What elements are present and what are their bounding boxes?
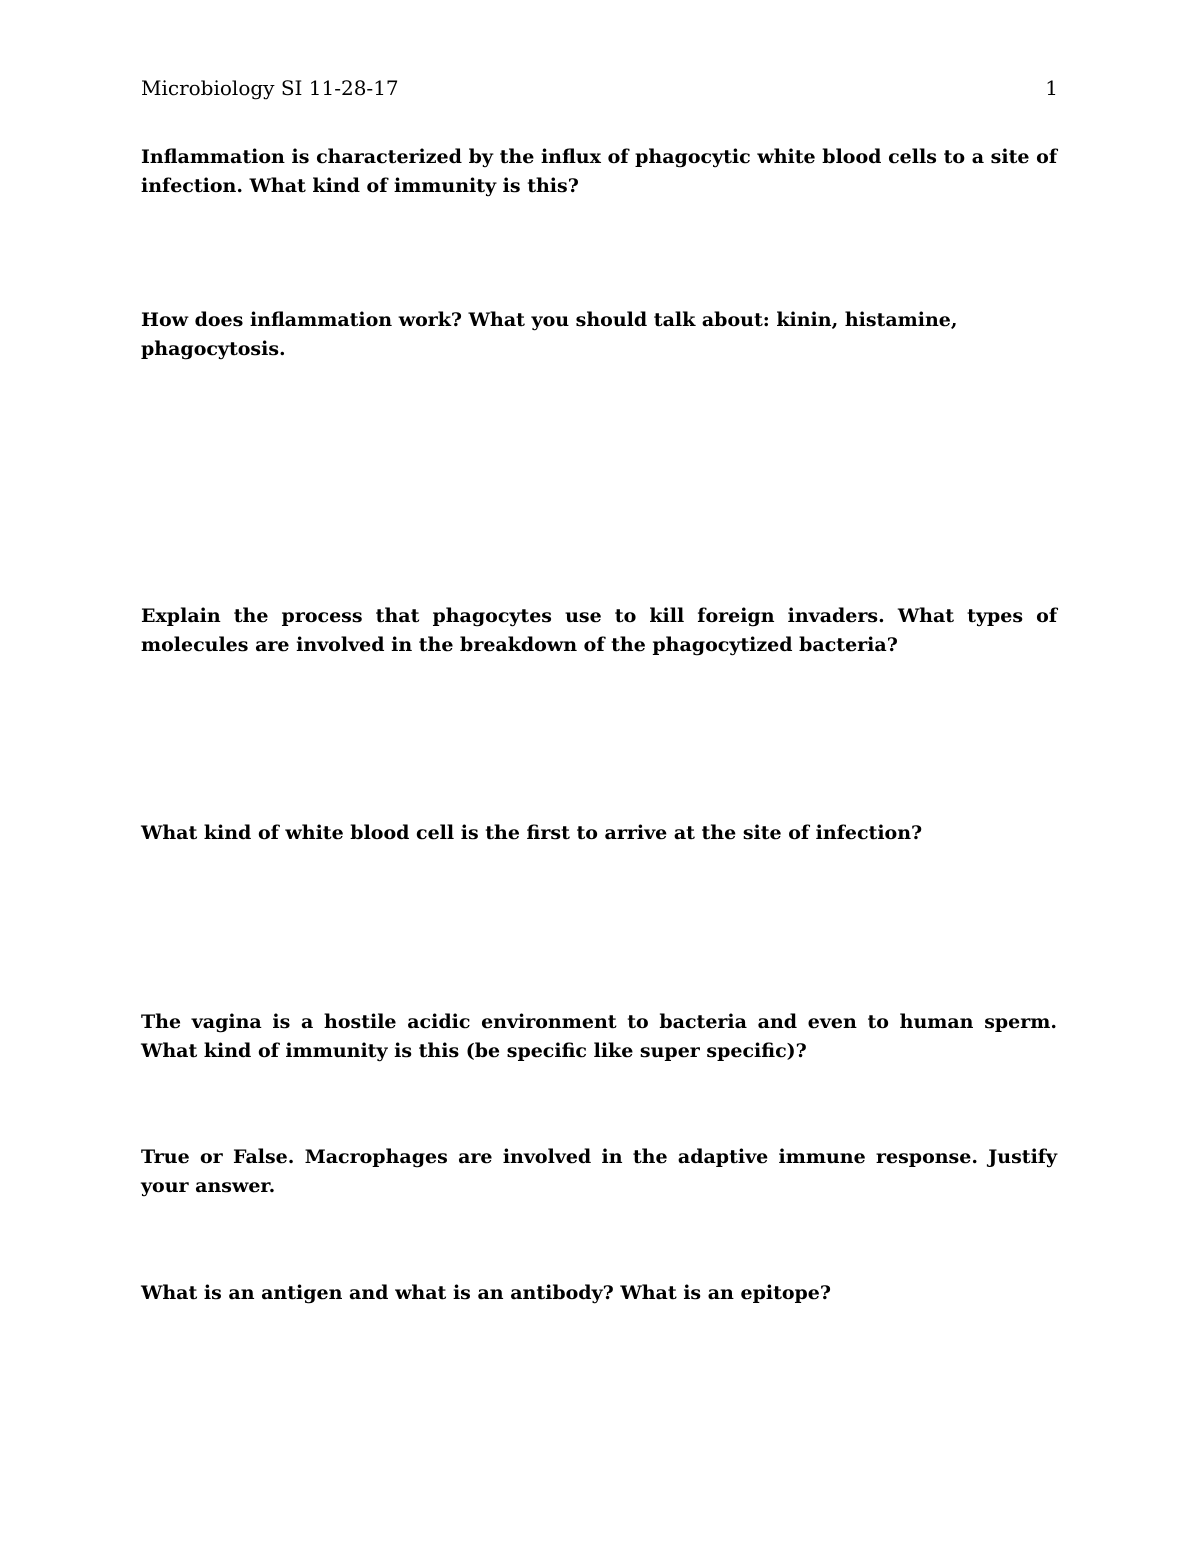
question-1: Inflammation is characterized by the influx of phagocytic white blood cells to a site of infection. What kind of immunity is this?	[141, 146, 1057, 197]
question-7: What is an antigen and what is an antibody? What is an epitope?	[141, 1282, 832, 1304]
page-number: 1	[1045, 76, 1058, 100]
question-5: The vagina is a hostile acidic environment to bacteria and even to human sperm. What kind of immunity is this (be specific like super specific)?	[141, 1011, 1057, 1062]
question-3: Explain the process that phagocytes use to kill foreign invaders. What types of molecules are involved in the breakdown of the phagocytized bacteria?	[141, 605, 1057, 656]
question-6: True or False. Macrophages are involved in the adaptive immune response. Justify your answer.	[141, 1146, 1057, 1197]
question-2: How does inflammation work? What you should talk about: kinin, histamine, phagocytosis.	[141, 309, 958, 360]
header-title: Microbiology SI 11-28-17	[141, 76, 399, 100]
question-4: What kind of white blood cell is the first to arrive at the site of infection?	[141, 822, 923, 844]
page-header	[141, 74, 1058, 102]
